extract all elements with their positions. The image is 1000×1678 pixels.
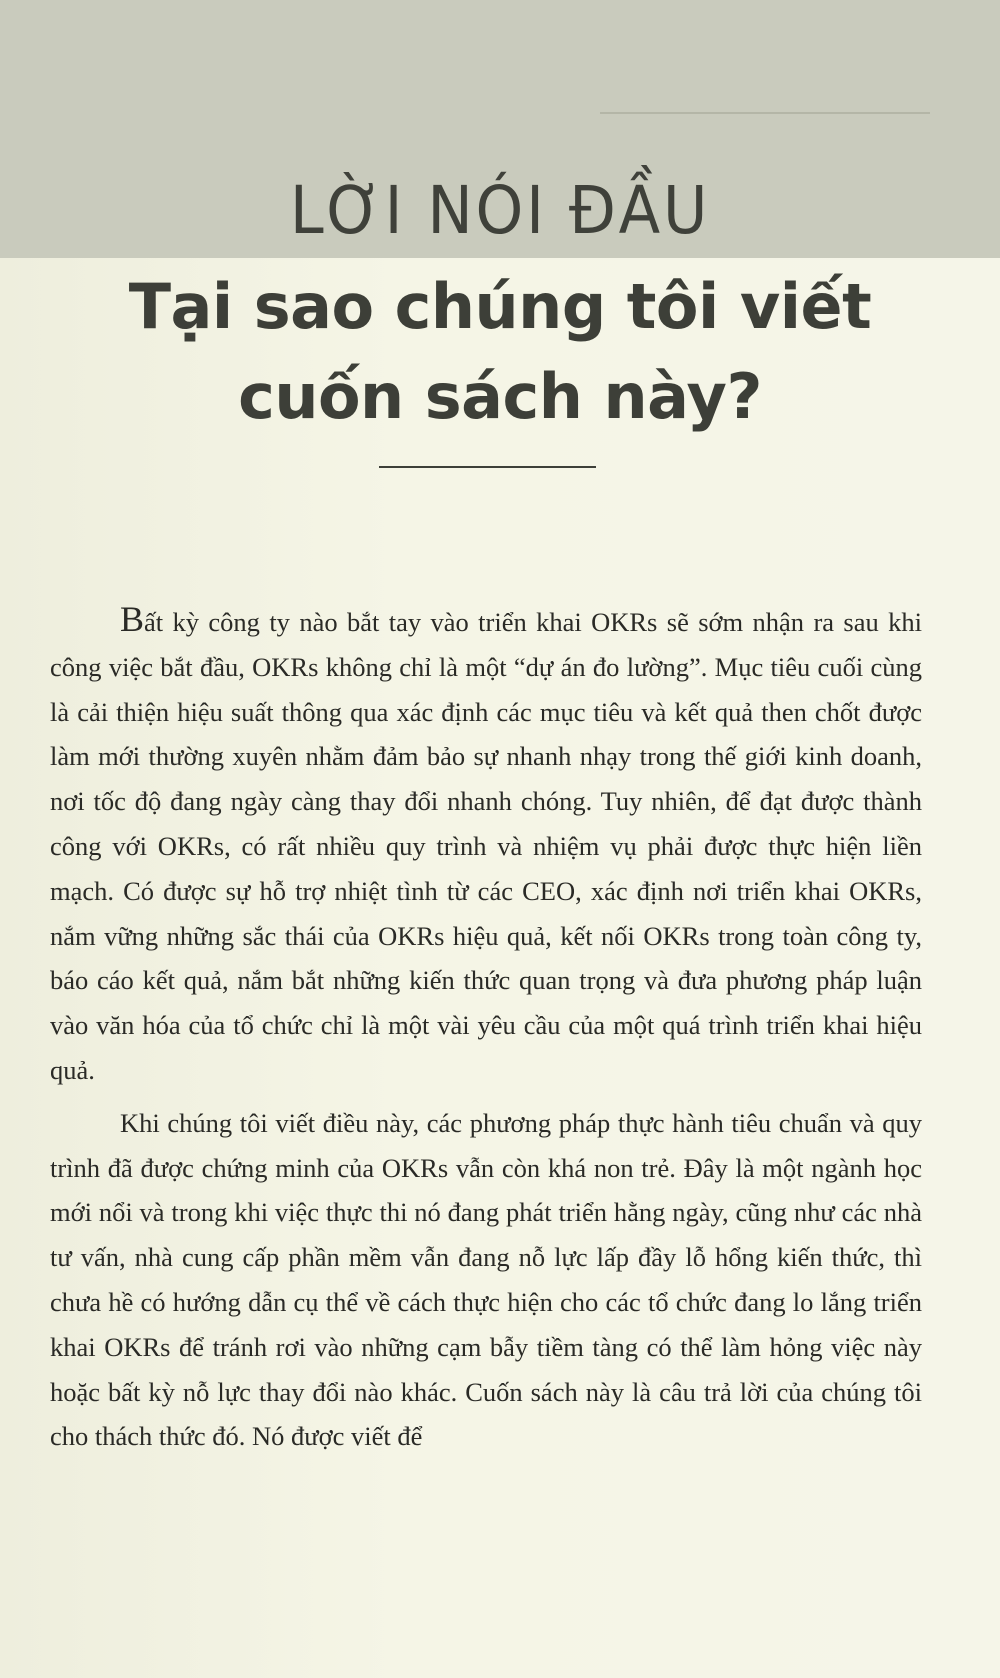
- paragraph-1-text: ất kỳ công ty nào bắt tay vào triển khai OKRs sẽ sớm nhận ra sau khi công việc bắt đầu, OKRs không chỉ là một “dự án đo lường”. Mục tiêu cuối cùng là cải thiện hiệu suất thông qua xác định các mục tiêu và kết quả then chốt được làm mới thường xuyên nhằm đảm bảo sự nhanh nhạy trong thế giới kinh doanh, nơi tốc độ đang ngày càng thay đổi nhanh chóng. Tuy nhiên, để đạt được thành công với OKRs, có rất nhiều quy trình và nhiệm vụ phải được thực hiện liền mạch. Có được sự hỗ trợ nhiệt tình từ các CEO, xác định nơi triển khai OKRs, nắm vững những sắc thái của OKRs hiệu quả, kết nối OKRs trong toàn công ty, báo cáo kết quả, nắm bắt những kiến thức quan trọng và đưa phương pháp luận vào văn hóa của tổ chức chỉ là một vài yêu cầu của một quá trình triển khai hiệu quả.: [50, 607, 922, 1085]
- title-line-1: Tại sao chúng tôi viết: [128, 270, 872, 343]
- paragraph-2: Khi chúng tôi viết điều này, các phương pháp thực hành tiêu chuẩn và quy trình đã được chứng minh của OKRs vẫn còn khá non trẻ. Đây là một ngành học mới nổi và trong khi việc thực thi nó đang phát triển hằng ngày, cũng như các nhà tư vấn, nhà cung cấp phần mềm vẫn đang nỗ lực lấp đầy lỗ hổng kiến thức, thì chưa hề có hướng dẫn cụ thể về cách thực hiện cho các tổ chức đang lo lắng triển khai OKRs để tránh rơi vào những cạm bẫy tiềm tàng có thể làm hỏng việc này hoặc bất kỳ nỗ lực thay đổi nào khác. Cuốn sách này là câu trả lời của chúng tôi cho thách thức đó. Nó được viết để: [50, 1107, 922, 1452]
- title-line-2: cuốn sách này?: [238, 360, 762, 433]
- body-text: [50, 600, 922, 1459]
- chapter-label: LỜI NÓI ĐẦU: [289, 172, 711, 249]
- page-title: [0, 262, 1000, 442]
- paragraph-1: [50, 600, 922, 1093]
- bleed-through-decoration: [600, 112, 930, 126]
- drop-cap: B: [120, 599, 145, 639]
- title-divider: [379, 466, 596, 468]
